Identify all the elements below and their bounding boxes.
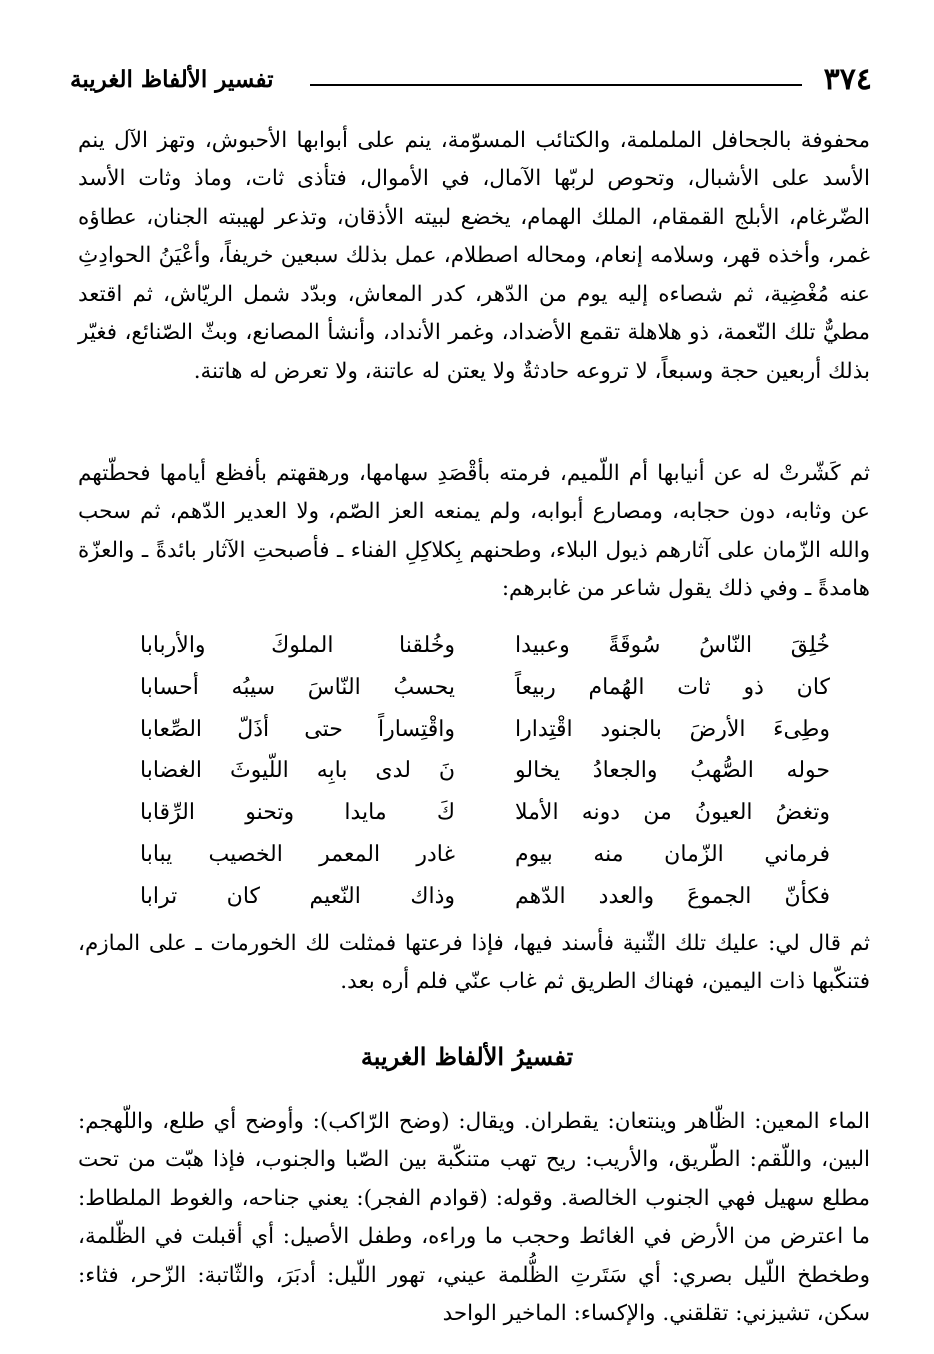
- running-title: تفسير الألفاظ الغريبة: [70, 66, 274, 93]
- paragraph-2-text: ثم كَشّرتْ له عن أنيابها أم اللّميم، فرمته بأقْصَدِ سهامها، ورهقهتم بأفظع أيامها فحطّتهم عن وثابه، دون حجابه، ومصارع أبوابه، ولم يمنعه العز الصّم، ولا العدير الدّهم، ثم سحب والله الزّمان على آثارهم ذيول البلاء، وطحنهم بِكلاكِلِ الفناء ـ فأصبحتِ الآثار بائدةً ـ والعزّة هامدةً ـ وفي ذلك يقول شاعر من غابرهم:: [78, 461, 870, 602]
- poem: [140, 625, 830, 915]
- verse-4: [140, 750, 830, 792]
- verse-1-first-hemistich: خُلِقَ النّاسُ سُوقَةً وعبيدا: [515, 633, 830, 658]
- verse-5-first-hemistich: وتغضُ العيونُ من دونه الأملا: [515, 800, 830, 826]
- verse-6: [140, 834, 830, 876]
- verse-3-first-hemistich: وطِىءَ الأرضَ بالجنود اقْتِدارا: [515, 716, 830, 742]
- header-rule: [310, 84, 802, 86]
- verse-2-first-hemistich: كان ذو ثات الهُمام ربيعاً: [515, 674, 830, 700]
- verse-1-second-hemistich: وخُلقنا الملوكَ والأربابا: [140, 633, 455, 658]
- verse-4-first-hemistich: حوله الصُّهبُ والجعادُ يخالو: [515, 758, 830, 784]
- verse-1: [140, 625, 830, 667]
- verse-7-first-hemistich: فكأنّ الجموعَ والعدد الدّهم: [515, 883, 830, 909]
- verse-7-second-hemistich: وذاك النّعيم كان ترابا: [140, 883, 455, 909]
- verse-5-second-hemistich: كَ مايدا وتحنو الرِّقابا: [140, 800, 455, 826]
- page-number: ٣٧٤: [823, 62, 872, 97]
- verse-7: [140, 876, 830, 918]
- paragraph-2: [78, 455, 870, 609]
- paragraph-3-text: ثم قال لي: عليك تلك الثّنية فأسند فيها، فإذا فرعتها فمثلت لك الخورمات ـ على المازم، فتنكّبها ذات اليمين، فهناك الطريق ثم غاب عنّي فلم أره بعد.: [78, 931, 870, 995]
- verse-5: [140, 792, 830, 834]
- verse-4-second-hemistich: نَ لدى بابِه اللّيوثَ الغضابا: [140, 758, 455, 784]
- page-header: [70, 62, 872, 102]
- paragraph-1-text: محفوفة بالجحافل الململمة، والكتائب المسوّمة، ينم على أبوابها الأحبوش، وتهز الآل ينم الأسد على الأشبال، وتحوص لربّها الآمال، في الأموال، فتأذى ثات، وماذ وثات الأسد الضّرغام، الأبلج القمقام، الملك الهمام، يخضع لبيته الأذقان، وتذعر لهيبته الجنان، عطاؤه غمر، وأخذه قهر، وسلامه إنعام، ومحاله اصطلام، عمل بذلك سبعين خريفاً، وأعْيَنُ الحوادِثِ عنه مُغْضِية، ثم شصاءه إليه يوم من الدّهر، كدر المعاش، وبدّد شمل الريّاش، ثم اقتعد مطيٌّ تلك النّعمة، ذو هلاهلة تقمع الأضداد، وغمر الأنداد، وأنشأ المصانع، وبثّ الصّنائع، فغيّر بذلك أربعين حجة وسبعاً، لا تروعه حادثةٌ ولا يعتن له عاتنة، ولا تعرض له هاتنة.: [78, 128, 870, 384]
- paragraph-4-text: الماء المعين: الظّاهر وينتعان: يقطران. ويقال: (وضح الرّاكب): وأوضح أي طلع، واللّهجم: البين، واللّقم: الطّريق، والأريب: ريح تهب متنكّبة بين الصّبا والجنوب، فإذا هبّت من تحت مطلع سهيل فهي الجنوب الخالصة. وقوله: (قوادم الفجر): يعني جناحه، والغوط الملطاط: ما اعترض من الأرض في الغائط وحجب ما وراءه، وطفل الأصيل: أي أقبلت في الظّلمة، وطخطخ اللّيل بصري: أي سَتَرتِ الظُّلمة عيني، تهور اللّيل: أدبَرَ، والثّاتبة: الزّحر، فثاء: سكن، تشيزني: تقلقني. والإكساء: الماخير الواحد: [78, 1109, 870, 1327]
- section-heading: تفسيرُ الألفاظ الغريبة: [360, 1042, 574, 1071]
- verse-3-second-hemistich: واقْتِساراً حتى أذَلّ الصِّعابا: [140, 716, 455, 742]
- verse-2: [140, 667, 830, 709]
- verse-3: [140, 709, 830, 751]
- verse-6-second-hemistich: غادر المعمر الخصيب يبابا: [140, 841, 455, 867]
- paragraph-3: [78, 925, 870, 1002]
- verse-6-first-hemistich: فرماني الزّمان منه بيوم: [515, 841, 830, 867]
- paragraph-4: [78, 1103, 870, 1334]
- verse-2-second-hemistich: يحسبُ النّاسَ سيبُه أحسابا: [140, 674, 455, 700]
- paragraph-1: [78, 122, 870, 391]
